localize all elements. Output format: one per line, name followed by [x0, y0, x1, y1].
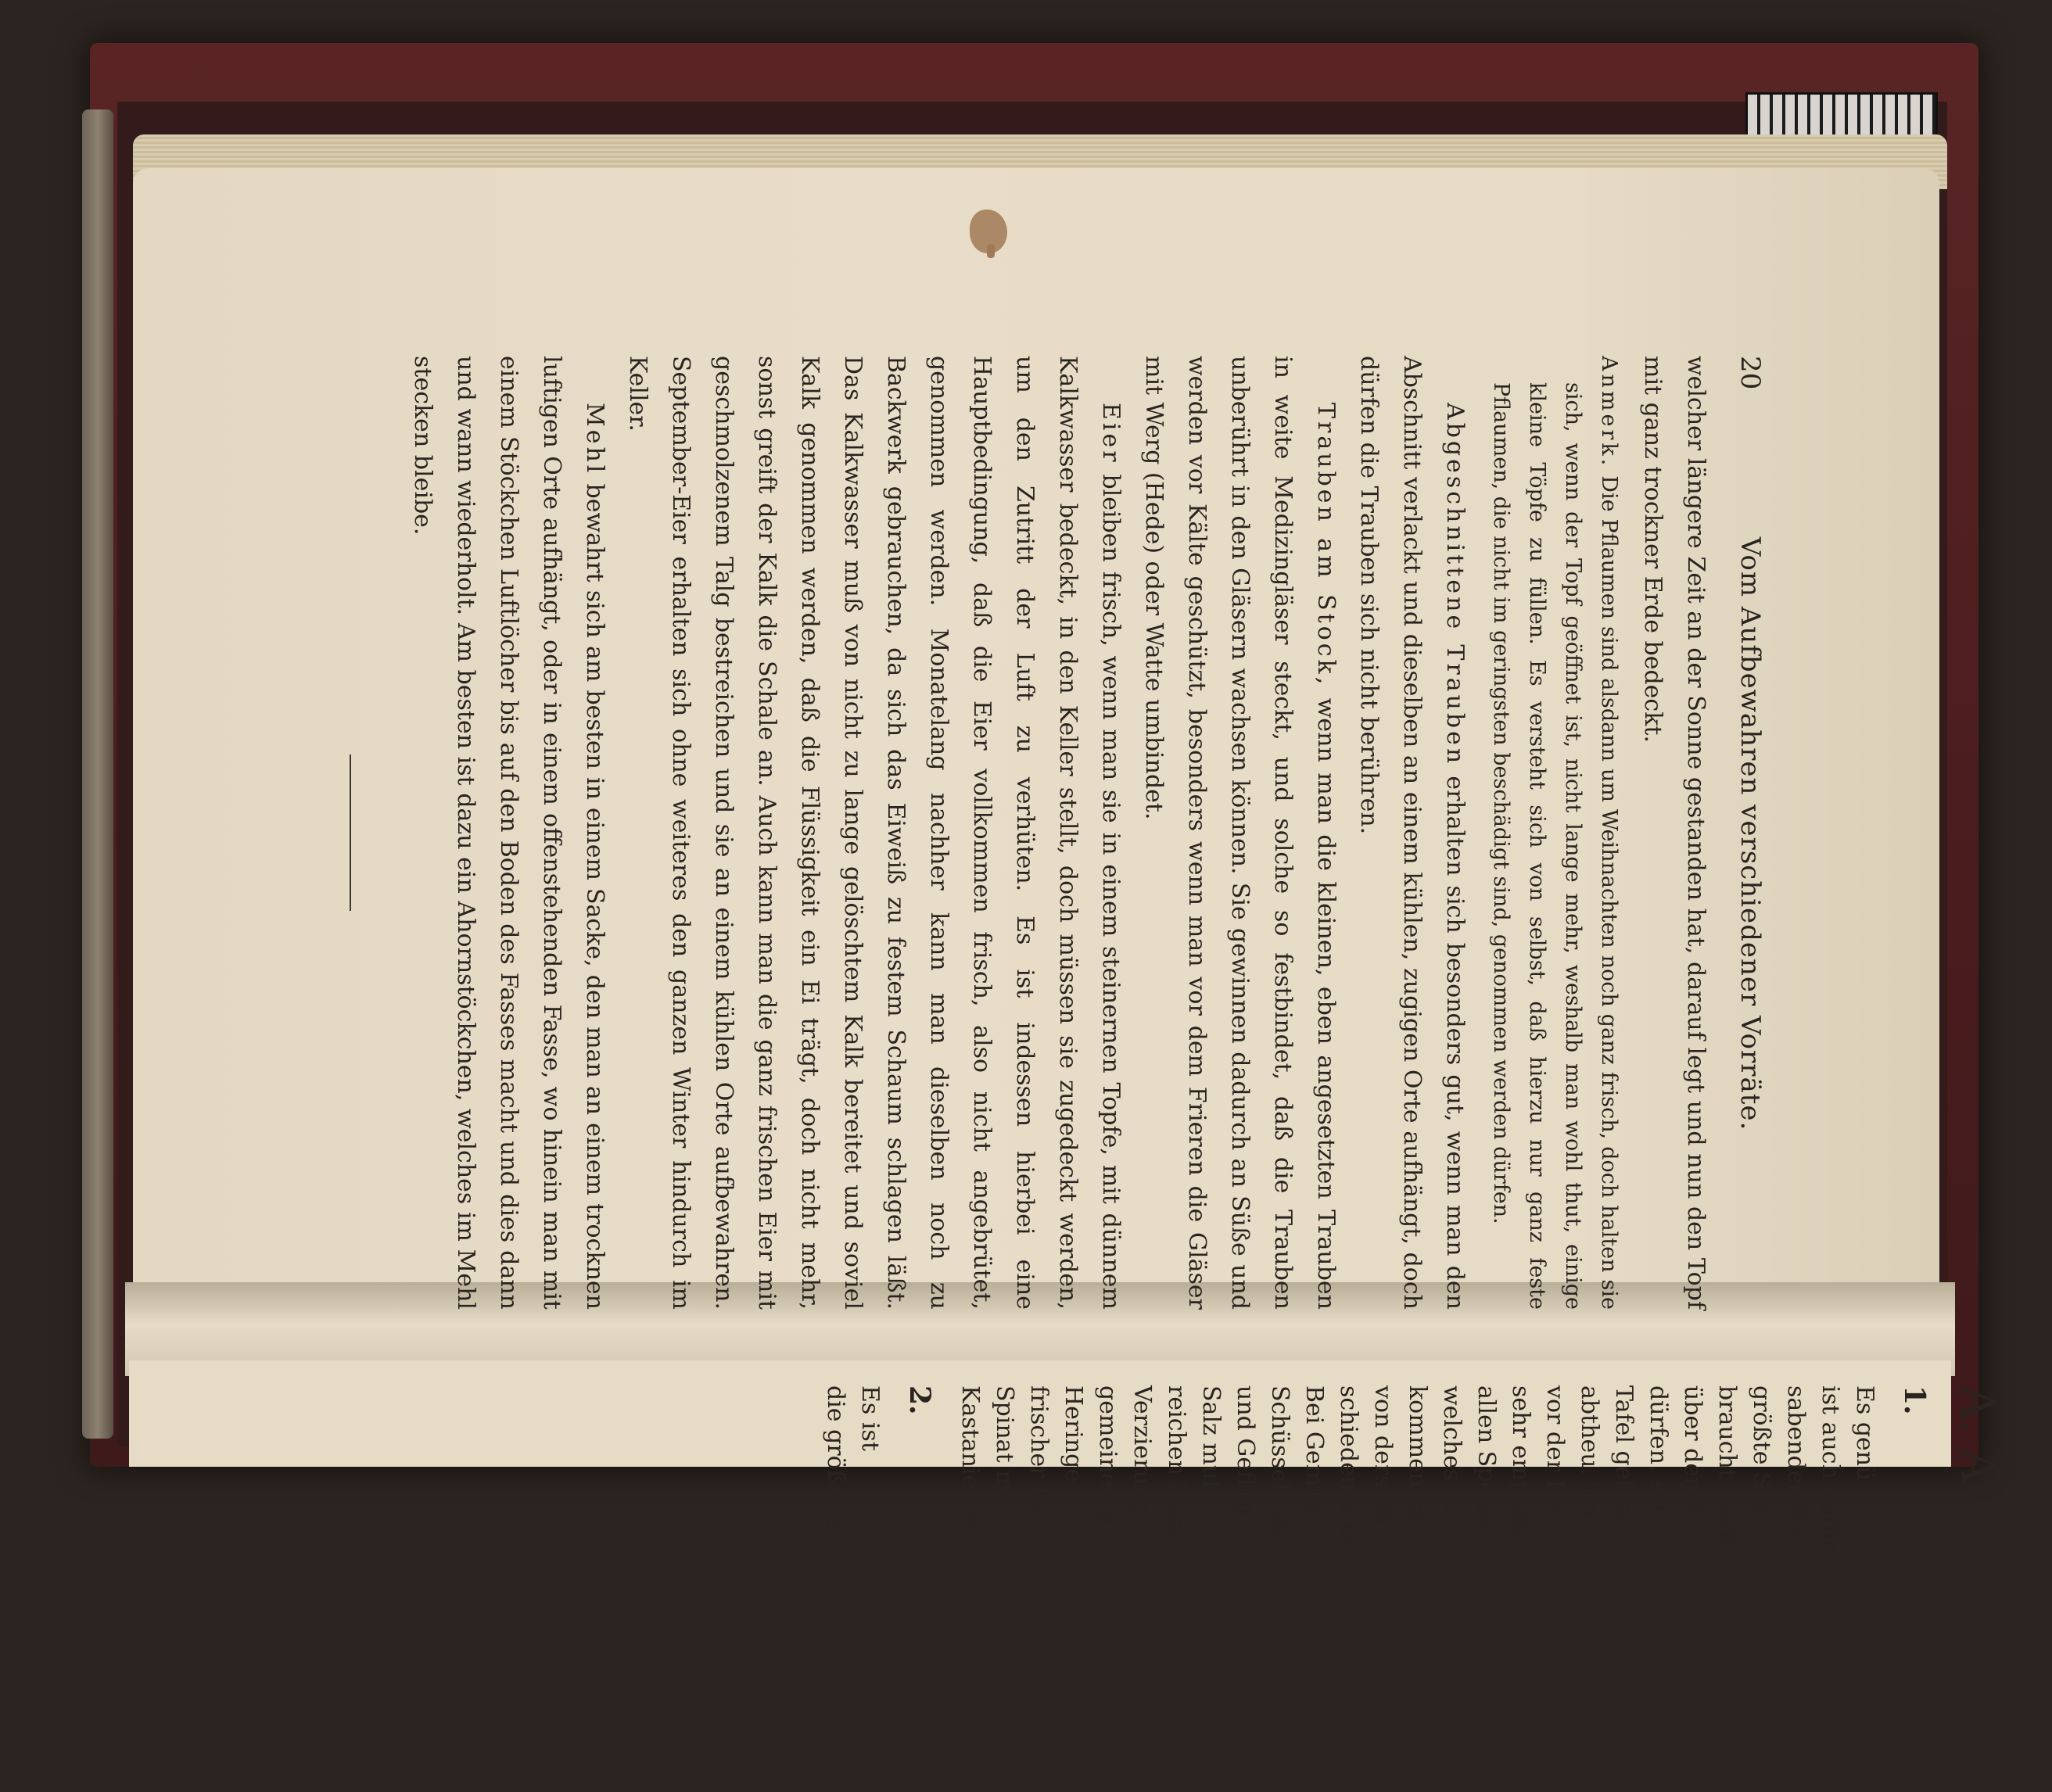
- right-section-1-line: ist auch dafür: [1817, 1385, 1844, 1551]
- paragraph-flour: [401, 356, 616, 1310]
- page-number: 20: [1735, 356, 1766, 390]
- ink-stain-drip: [987, 244, 995, 258]
- right-section-1-line: welches so l: [1438, 1385, 1465, 1530]
- right-section-2-line: Es ist: [856, 1385, 884, 1451]
- right-section-1-line: sabender Ws: [1782, 1385, 1810, 1539]
- right-section-1-line: Salz muß: [1197, 1385, 1225, 1496]
- note-label: Anmerk.: [1597, 356, 1621, 469]
- section-rule: [350, 754, 351, 911]
- page-header: [1728, 356, 1771, 1310]
- right-section-1-line: dürfen. All: [1645, 1385, 1672, 1511]
- right-section-1-line: von derselb: [1369, 1385, 1397, 1525]
- right-page-text: [227, 1385, 2025, 1792]
- right-section-1-line: Spinat mit: [991, 1385, 1018, 1510]
- right-section-1-line: Es genü: [1851, 1385, 1878, 1482]
- right-section-1-line: braucht werd: [1713, 1385, 1741, 1546]
- paragraph-grapes-on-vine: [1132, 356, 1347, 1310]
- book-cover-edge: [82, 109, 113, 1439]
- right-section-1-line: sehr empfeh: [1507, 1385, 1534, 1534]
- right-section-1-line: gemeinen g: [1094, 1385, 1121, 1525]
- running-title: Vom Aufbewahren verschiedener Vorräte.: [1735, 536, 1766, 1131]
- right-section-1-line: frischer Pe: [1025, 1385, 1053, 1514]
- text-flour: bewahrt sich am besten in einem Sacke, den man an einem trocknen luftigen Orte aufhängt, oder in einem offenstehenden Fasse, wo hinein man mit einem Stöckchen Luftlöcher bis auf den Boden des Fasses macht und dies dann und wann wiederholt. Am besten ist dazu ein Ahornstöckchen, welches im Mehl stecken bleibe.: [409, 356, 608, 1310]
- right-section-2: 2.: [903, 1385, 936, 1415]
- right-section-1-line: Verzierung: [1128, 1385, 1156, 1516]
- note-text: Die Pflaumen sind alsdann um Weihnachten noch ganz frisch, doch halten sie sich, wenn der Topf geöffnet ist, nicht lange mehr, weshalb man wohl thut, einige kleine Töpfe zu füllen. Es versteht sich von selbst, daß hierzu nur ganz feste Pflaumen, die nicht im geringsten beschädigt sind, genommen werden dürfen.: [1489, 382, 1621, 1310]
- right-section-1-line: Tafel gebra: [1610, 1385, 1638, 1520]
- right-section-1-line: abtheu. Tri: [1576, 1385, 1603, 1518]
- right-section-1-line: Heringe u: [1060, 1385, 1087, 1505]
- right-section-1-line: kommen, m: [1404, 1385, 1431, 1525]
- text-eggs: bleiben frisch, wenn man sie in einem steinernen Topfe, mit dünnem Kalkwasser bedeckt, in den Keller stellt, doch müssen sie zugedeckt werden, um den Zutritt der Luft zu verhüten. Es ist indessen hierbei eine Hauptbedingung, daß die Eier vollkommen frisch, also nicht angebrütet, genommen werden. Monatelang nachher kann man dieselben noch zu Backwerk gebrauchen, da sich das Eiweiß zu festem Schaum schlagen läßt. Das Kalkwasser muß von nicht zu lange gelöschtem Kalk bereitet und soviel Kalk genommen werden, daß die Flüssigkeit ein Ei trägt, doch nicht mehr, sonst greift der Kalk die Schale an. Auch kann man die ganz frischen Eier mit geschmolzenem Talg bestreichen und sie an einem kühlen Orte aufbewahren. September-Eier erhalten sich ohne weiteres den ganzen Winter hindurch im Keller.: [624, 356, 1125, 1310]
- footnote: [1483, 356, 1627, 1310]
- right-section-1-line: reichen kein: [1163, 1385, 1190, 1534]
- page-text: [409, 356, 1771, 1310]
- lead-cut-grapes: Abgeschnittene Trauben: [1441, 403, 1469, 767]
- right-section-1-line: Bei Gemüs: [1300, 1385, 1328, 1514]
- paragraph-cut-grapes: [1347, 356, 1476, 1310]
- text-cut-grapes: erhalten sich besonders gut, wenn man den Abschnitt verlackt und dieselben an einem kühlen, zugigen Orte aufhängt, doch dürfen die Trauben sich nicht berühren.: [1355, 356, 1469, 1310]
- paragraph-eggs: [616, 356, 1132, 1310]
- right-section-1-line: vor der Be: [1541, 1385, 1569, 1511]
- right-heading: A. A: [1950, 1385, 2005, 1483]
- right-section-1-line: Kastanien o: [956, 1385, 984, 1526]
- right-lines-1: [952, 1385, 1882, 1792]
- right-section-1-line: Schüsseln ge: [1266, 1385, 1293, 1542]
- right-section-1-line: über den K: [1679, 1385, 1706, 1518]
- lead-grapes-on-vine: Trauben am Stock,: [1312, 403, 1340, 688]
- lead-eggs: Eier: [1097, 403, 1125, 465]
- right-section-1: 1.: [1898, 1385, 1931, 1415]
- right-section-1-line: schiedener G: [1335, 1385, 1362, 1543]
- right-section-1-line: größte Sau: [1748, 1385, 1775, 1518]
- right-section-1-line: allen Speise: [1473, 1385, 1500, 1529]
- text-grapes-on-vine: wenn man die kleinen, eben angesetzten Trauben in weite Medizingläser steckt, und solche so festbindet, daß die Trauben unberührt in den Gläsern wachsen können. Sie gewinnen dadurch an Süße und werden vor Kälte geschützt, besonders wenn man vor dem Frieren die Gläser mit Werg (Hede) oder Watte umbindet.: [1140, 356, 1340, 1310]
- paragraph-continuation: welcher längere Zeit an der Sonne gestanden hat, darauf legt und nun den Topf mit ganz trockner Erde bedeckt.: [1639, 356, 1709, 1310]
- right-lines-2: [818, 1385, 887, 1792]
- right-section-1-line: und Geflüg: [1232, 1385, 1259, 1517]
- right-section-2-line: die größte S: [822, 1385, 849, 1532]
- lead-flour: Mehl: [581, 403, 608, 476]
